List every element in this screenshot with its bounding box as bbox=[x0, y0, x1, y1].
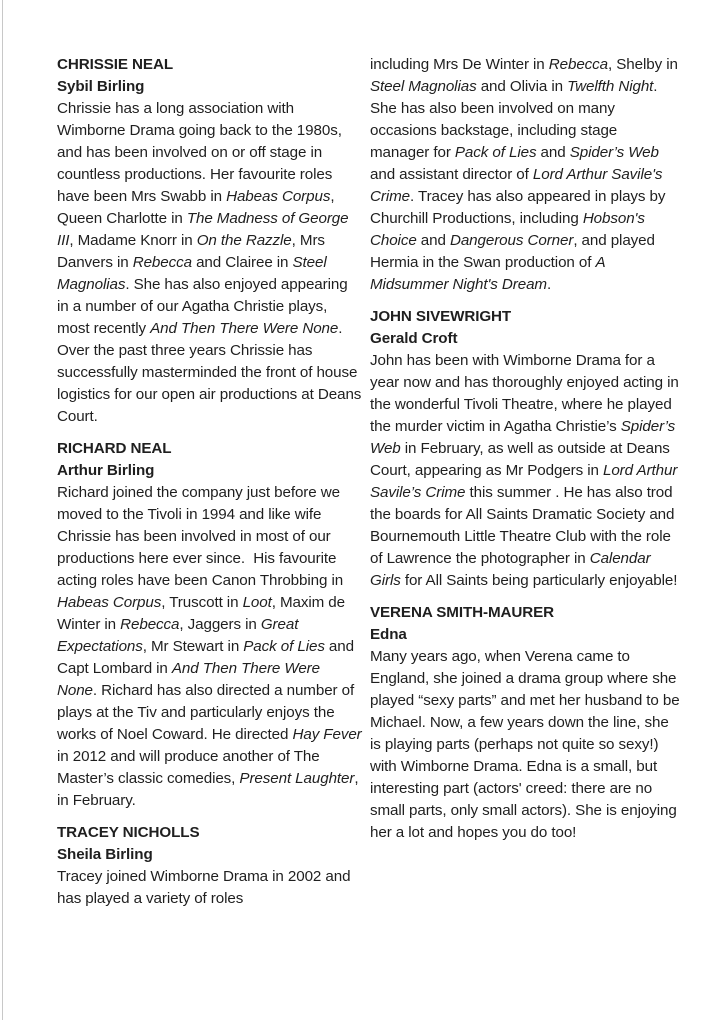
text-run: and Olivia in bbox=[476, 78, 568, 95]
bio-tracey-nicholls-continued bbox=[370, 54, 680, 296]
text-run: and bbox=[416, 232, 450, 249]
actor-name: JOHN SIVEWRIGHT bbox=[370, 308, 512, 325]
actor-name: TRACEY NICHOLLS bbox=[57, 824, 200, 841]
text-run: for All Saints being particularly enjoyable! bbox=[400, 572, 678, 589]
text-run: John has been with Wimborne Drama for a year now and has thoroughly enjoyed acting in the wonderful Tivoli Theatre, where he played the murder victim in Agatha Christie’s bbox=[370, 352, 683, 435]
text-run: Chrissie has a long association with Wimborne Drama going back to the 1980s, and has been involved on or off stage in countless productions. Her favourite roles have been Mrs Swabb in bbox=[57, 100, 346, 205]
bio-text-continued bbox=[370, 54, 680, 296]
play-title: Present Laughter bbox=[239, 770, 355, 787]
text-run: , in February. bbox=[57, 770, 363, 809]
play-title: Rebecca bbox=[548, 56, 609, 73]
play-title: And Then There Were None bbox=[57, 660, 325, 699]
play-title: Pack of Lies bbox=[243, 638, 325, 655]
text-run: , Jaggers in bbox=[179, 616, 261, 633]
bio-tracey-nicholls bbox=[57, 822, 362, 910]
play-title: Pack of Lies bbox=[454, 144, 537, 161]
play-title: Habeas Corpus bbox=[226, 188, 331, 205]
text-run: , Mr Stewart in bbox=[142, 638, 244, 655]
play-title: Rebecca bbox=[120, 616, 180, 633]
play-title: Lord Arthur Savile's Crime bbox=[370, 166, 667, 205]
play-title: The Madness of George III bbox=[57, 210, 353, 249]
text-run: including Mrs De Winter in bbox=[370, 56, 549, 73]
text-run: . Over the past three years Chrissie has successfully masterminded the front of house logistics for our open air productions at Deans Court. bbox=[57, 320, 366, 425]
bio-text bbox=[57, 98, 366, 428]
left-column bbox=[57, 54, 366, 920]
text-run: . Tracey has also appeared in plays by Churchill Productions, including bbox=[370, 188, 670, 227]
bio-john-sivewright bbox=[370, 306, 683, 592]
text-run: , Madame Knorr in bbox=[69, 232, 197, 249]
text-run: in 2012 and will produce another of The Master’s classic comedies, bbox=[57, 726, 366, 787]
text-run: . Richard has also directed a number of plays at the Tiv and particularly enjoys the works of Noel Coward. He directed bbox=[57, 682, 359, 743]
actor-name: VERENA SMITH-MAURER bbox=[370, 604, 555, 621]
text-run: in February, as well as outside at Deans Court, appearing as Mr Podgers in bbox=[370, 440, 674, 479]
play-title: Rebecca bbox=[132, 254, 192, 271]
text-run: and assistant director of bbox=[370, 144, 663, 183]
text-run: and bbox=[536, 144, 570, 161]
bio-text bbox=[57, 866, 362, 910]
character-role: Edna bbox=[370, 626, 407, 643]
text-run: . bbox=[546, 276, 552, 293]
text-run: , Truscott in bbox=[161, 594, 243, 611]
bio-richard-neal bbox=[57, 438, 366, 812]
character-role: Sybil Birling bbox=[57, 78, 145, 95]
text-run: and Clairee in bbox=[191, 254, 293, 271]
actor-name: CHRISSIE NEAL bbox=[57, 56, 173, 73]
text-run: . She has also been involved on many occasions backstage, including stage manager for bbox=[370, 78, 662, 161]
bio-text bbox=[57, 482, 366, 812]
text-run: , Queen Charlotte in bbox=[57, 188, 339, 227]
text-run: and Capt Lombard in bbox=[57, 638, 359, 677]
play-title: Hay Fever bbox=[292, 726, 362, 743]
play-title: A Midsummer Night's Dream bbox=[370, 254, 610, 293]
text-run: , Mrs Danvers in bbox=[57, 232, 330, 271]
play-title: Hobson's Choice bbox=[370, 210, 649, 249]
play-title: Steel Magnolias bbox=[57, 254, 331, 293]
right-column bbox=[370, 54, 684, 854]
text-run: Many years ago, when Verena came to England, she joined a drama group where she played “sexy parts” and met her husband to be Michael. Now, a few years down the line, she is playing parts (perhaps not quite so sexy!) with Wimborne Drama. Edna is a small, but interesting part (actors' creed: there are no small parts, only small actors). She is enjoying her a lot and hopes you do too! bbox=[370, 648, 684, 841]
bio-verena-smith-maurer bbox=[370, 602, 684, 844]
character-role: Gerald Croft bbox=[370, 330, 458, 347]
text-run: this summer . He has also trod the boards for All Saints Dramatic Society and Bournemouth Little Theatre Club with the role of Lawrence the photographer in bbox=[370, 484, 679, 567]
play-title: Loot bbox=[242, 594, 272, 611]
character-role: Arthur Birling bbox=[57, 462, 155, 479]
bio-text bbox=[370, 646, 684, 844]
page-left-edge bbox=[2, 0, 3, 1020]
play-title: Habeas Corpus bbox=[57, 594, 162, 611]
play-title: Calendar Girls bbox=[370, 550, 655, 589]
bio-text bbox=[370, 350, 683, 592]
text-run: Richard joined the company just before we moved to the Tivoli in 1994 and like wife Chrissie has been involved in most of our productions here ever since. His favourite acting roles have been Canon Throbbing in bbox=[57, 484, 348, 589]
play-title: Twelfth Night bbox=[567, 78, 654, 95]
play-title: On the Razzle bbox=[196, 232, 292, 249]
text-run: , Maxim de Winter in bbox=[57, 594, 350, 633]
text-run: , Shelby in bbox=[608, 56, 682, 73]
play-title: Great Expectations bbox=[57, 616, 303, 655]
play-title: Lord Arthur Savile’s Crime bbox=[370, 462, 682, 501]
play-title: And Then There Were None bbox=[150, 320, 339, 337]
actor-name: RICHARD NEAL bbox=[57, 440, 172, 457]
play-title: Spider’s Web bbox=[569, 144, 659, 161]
text-run: . She has also enjoyed appearing in a number of our Agatha Christie plays, most recently bbox=[57, 276, 352, 337]
text-run: Tracey joined Wimborne Drama in 2002 and has played a variety of roles bbox=[57, 868, 355, 907]
text-run: , and played Hermia in the Swan production of bbox=[370, 232, 659, 271]
bio-chrissie-neal bbox=[57, 54, 366, 428]
play-title: Spider’s Web bbox=[370, 418, 680, 457]
play-title: Dangerous Corner bbox=[449, 232, 574, 249]
character-role: Sheila Birling bbox=[57, 846, 153, 863]
play-title: Steel Magnolias bbox=[370, 78, 477, 95]
